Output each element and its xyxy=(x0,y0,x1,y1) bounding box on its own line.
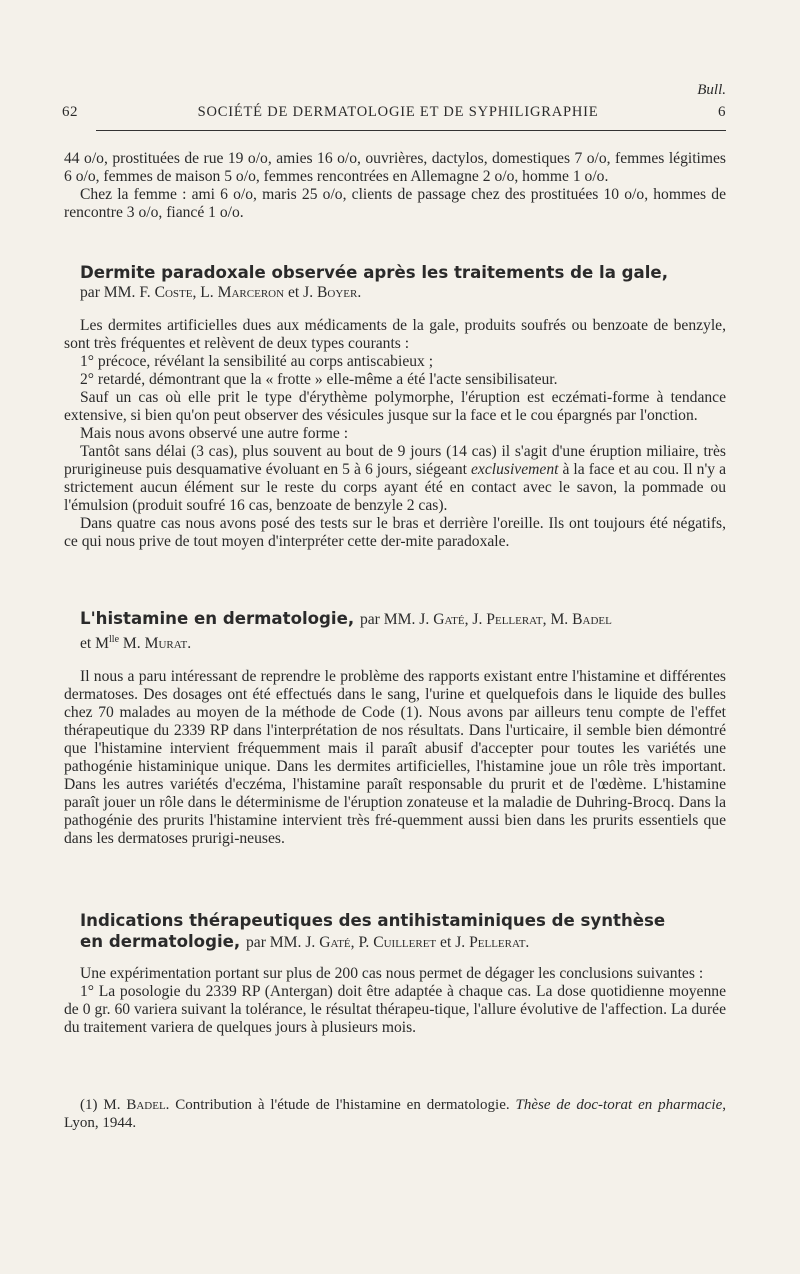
section-1-paragraph-3: 2° retardé, démontrant que la « frotte » elle-même a été l'acte sensibilisateur. xyxy=(80,371,558,388)
section-1-paragraph-1: Les dermites artificielles dues aux médicaments de la gale, produits soufrés ou benzoate de benzyle, sont très fréquentes et relèvent de deux types courants : xyxy=(64,317,726,352)
page-header xyxy=(62,104,726,121)
section-1-paragraph-5: Mais nous avons observé une autre forme : xyxy=(80,425,349,442)
section-3-paragraph-2: 1° La posologie du 2339 RP (Antergan) doit être adaptée à chaque cas. La dose quotidienne moyenne de 0 gr. 60 variera suivant la tolérance, le résultat thérapeu-tique, l'allure évolutive de l'affection. La durée du traitement variera de quelques jours à plusieurs mois. xyxy=(64,983,726,1036)
section-2-paragraph-1: Il nous a paru intéressant de reprendre le problème des rapports existant entre l'histamine et différentes dermatoses. Des dosages ont été effectués dans le sang, l'urine et quelquefois dans le liquide des bulles chez 70 malades au moyen de la méthode de Code (1). Nous avons par ailleurs tenu compte de l'effet thérapeutique du 2339 RP dans l'interprétation de nos résultats. Dans l'urticaire, il semble bien démontré que l'histamine intervient fréquemment mais il paraît abusif d'accepter pour toutes les variétés une pathogénie histaminique unique. Dans les dermites artificielles, l'histamine joue un rôle très important. Dans les autres variétés d'eczéma, l'histamine paraît responsable du prurit et de l'œdème. L'histamine paraît jouer un rôle dans le déterminisme de l'éruption zonateuse et la maladie de Duhring-Brocq. Dans la pathogénie des prurits l'histamine intervient très fré-quemment aussi bien dans les prurits essentiels que dans les dermatoses prurigi-neuses. xyxy=(64,668,726,848)
section-3-paragraph-1: Une expérimentation portant sur plus de 200 cas nous permet de dégager les conclusions suivantes : xyxy=(80,965,704,982)
section-1-paragraph-6: Tantôt sans délai (3 cas), plus souvent au bout de 9 jours (14 cas) il s'agit d'une éruption miliaire, très prurigineuse puis desquamative évoluant en 5 à 6 jours, siégeant exclusivement à la face et au cou. Il n'y a strictement aucun élément sur le reste du corps ayant été en contact avec le savon, la pommade ou l'émulsion (produit soufré 16 cas, benzoate de benzyle 2 cas). xyxy=(64,443,727,514)
page-number: 62 xyxy=(62,104,78,120)
running-mark: Bull. xyxy=(697,82,726,98)
section-1-byline: par MM. F. Coste, L. Marceron et J. Boyer. xyxy=(80,284,362,301)
header-rule xyxy=(96,130,726,131)
section-1-paragraph-7: Dans quatre cas nous avons posé des tests sur le bras et derrière l'oreille. Ils ont toujours été négatifs, ce qui nous prive de tout moyen d'interpréter cette der-mite paradoxale. xyxy=(64,515,726,550)
section-3-title-line-2: en dermatologie, par MM. J. Gaté, P. Cuilleret et J. Pellerat. xyxy=(80,932,530,951)
section-2-byline: et $M^{lle}$ M. Murat. xyxy=(80,634,192,653)
intro-paragraph-2: Chez la femme : ami 6 o/o, maris 25 o/o, clients de passage chez des prostituées 10 o/o, hommes de rencontre 3 o/o, fiancé 1 o/o. xyxy=(64,186,726,221)
footnote-text: (1) M. Badel. Contribution à l'étude de l'histamine en dermatologie. Thèse de doc-torat en pharmacie, Lyon, 1944. xyxy=(64,1097,727,1131)
section-antihistaminiques xyxy=(64,910,726,1037)
section-1-paragraph-2: 1° précoce, révélant la sensibilité au corps antiscabieux ; xyxy=(80,353,434,370)
intro-paragraph-1: 44 o/o, prostituées de rue 19 o/o, amies 16 o/o, ouvrières, dactylos, domestiques 7 o/o, femmes légitimes 6 o/o, femmes de maison 5 o/o, femmes rencontrées en Allemagne 2 o/o, homme 1 o/o. xyxy=(64,150,726,185)
section-1-paragraph-4: Sauf un cas où elle prit le type d'érythème polymorphe, l'éruption est eczémati-forme à tendance extensive, si bien qu'on peut observer des vésicules jusque sur la face et le cou épargnés par l'onction. xyxy=(64,389,726,424)
section-dermite-paradoxale xyxy=(64,262,726,551)
section-2-title-line: L'histamine en dermatologie, par MM. J. Gaté, J. Pellerat, M. Badel xyxy=(80,609,612,628)
intro-block xyxy=(64,150,726,222)
section-histamine xyxy=(64,608,726,848)
header-right-mark: 6 xyxy=(718,104,726,120)
footnote xyxy=(64,1096,726,1132)
section-1-title: Dermite paradoxale observée après les traitements de la gale, xyxy=(80,263,668,282)
journal-title: SOCIÉTÉ DE DERMATOLOGIE ET DE SYPHILIGRAPHIE xyxy=(197,104,599,120)
section-3-title-line-1: Indications thérapeutiques des antihistaminiques de synthèse xyxy=(80,911,666,930)
